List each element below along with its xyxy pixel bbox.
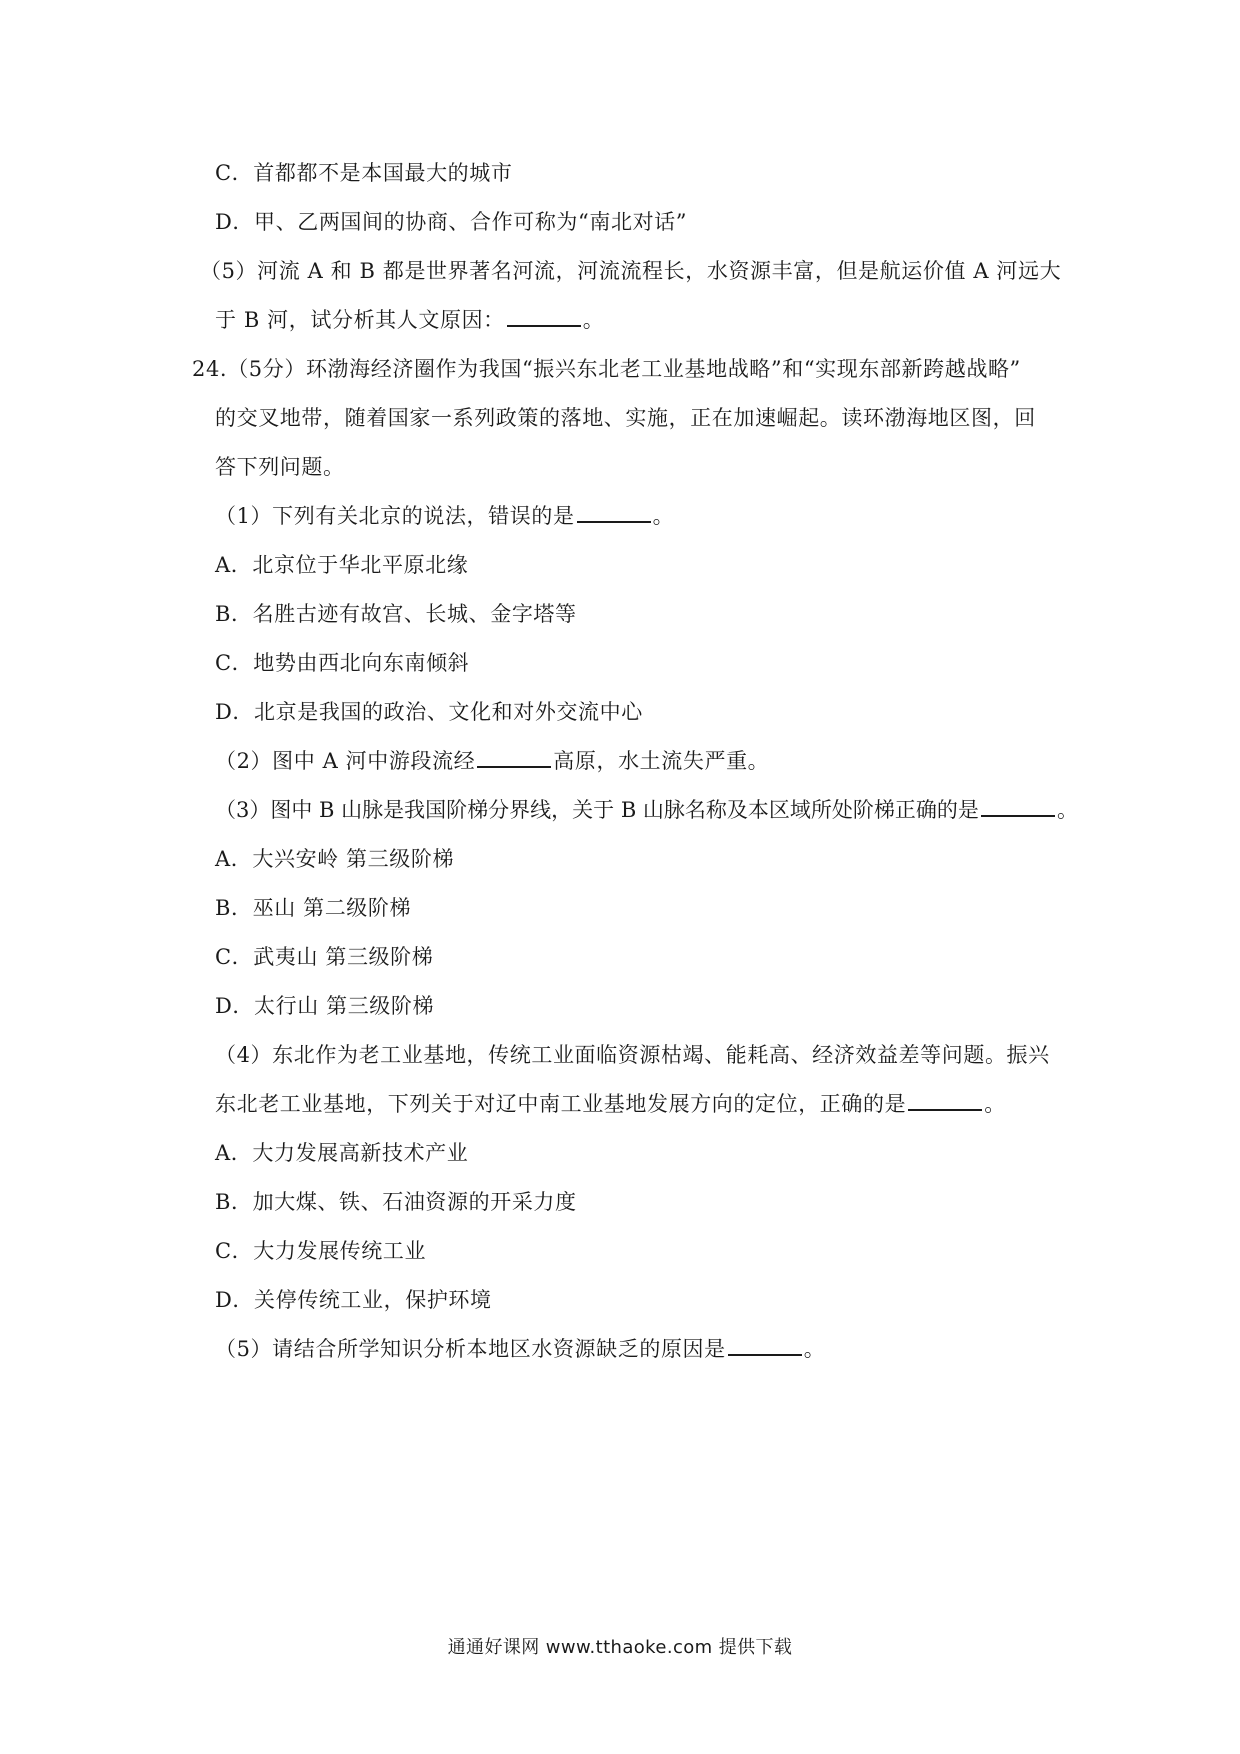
- text: 的交叉地带，随着国家一系列政策的落地、实施，正在加速崛起。读环渤海地区图，回: [215, 406, 1036, 430]
- option-c-capital: [215, 159, 512, 187]
- text: 24.（5分）环渤海经济圈作为我国“振兴东北老工业基地战略”和“实现东部新跨越战略”: [192, 357, 1021, 381]
- text: B．加大煤、铁、石油资源的开采力度: [215, 1190, 577, 1214]
- subquestion-3: [215, 796, 1078, 824]
- subq3-option-b: [215, 894, 411, 922]
- question-24-intro-cont: [215, 404, 1036, 432]
- answer-blank: [577, 503, 651, 523]
- subq3-option-c: [215, 943, 433, 971]
- text: A．北京位于华北平原北缘: [215, 553, 469, 577]
- subquestion-5: [215, 1335, 825, 1363]
- question-5-rivers: [200, 257, 1061, 285]
- subq4-option-d: [215, 1286, 492, 1314]
- text: C．地势由西北向东南倾斜: [215, 651, 470, 675]
- text: （3）图中 B 山脉是我国阶梯分界线，关于 B 山脉名称及本区域所处阶梯正确的是: [215, 798, 979, 822]
- text: 东北老工业基地，下列关于对辽中南工业基地发展方向的定位，正确的是: [215, 1092, 907, 1116]
- answer-blank: [507, 307, 581, 327]
- subq1-option-d: [215, 698, 643, 726]
- option-d-dialogue: [215, 208, 687, 236]
- answer-blank: [908, 1091, 982, 1111]
- answer-blank: [477, 748, 551, 768]
- subq1-option-b: [215, 600, 577, 628]
- text: B．巫山 第二级阶梯: [215, 896, 412, 920]
- text: A．大兴安岭 第三级阶梯: [215, 847, 455, 871]
- text: 。: [984, 1092, 1006, 1116]
- text: （4）东北作为老工业基地，传统工业面临资源枯竭、能耗高、经济效益差等问题。振兴: [215, 1043, 1050, 1067]
- subq4-option-c: [215, 1237, 426, 1265]
- question-24-intro-end: [215, 453, 345, 481]
- text: 高原，水土流失严重。: [553, 749, 770, 773]
- text: A．大力发展高新技术产业: [215, 1141, 469, 1165]
- subquestion-2: [215, 747, 769, 775]
- text: （1）下列有关北京的说法，错误的是: [215, 504, 575, 528]
- text: C．首都都不是本国最大的城市: [215, 161, 513, 185]
- text: （5）河流 A 和 B 都是世界著名河流，河流流程长，水资源丰富，但是航运价值 A 河远大: [200, 259, 1062, 283]
- text: C．武夷山 第三级阶梯: [215, 945, 434, 969]
- text: （5）请结合所学知识分析本地区水资源缺乏的原因是: [215, 1337, 726, 1361]
- subquestion-1: [215, 502, 674, 530]
- text: D．甲、乙两国间的协商、合作可称为“南北对话”: [215, 210, 688, 234]
- text: 。: [582, 308, 605, 332]
- subq3-option-d: [215, 992, 434, 1020]
- subq1-option-c: [215, 649, 469, 677]
- answer-blank: [728, 1336, 802, 1356]
- text: 。: [652, 504, 675, 528]
- subq4-option-a: [215, 1139, 468, 1167]
- text: D．太行山 第三级阶梯: [215, 994, 435, 1018]
- text: （2）图中 A 河中游段流经: [215, 749, 476, 773]
- question-5-rivers-cont: [215, 306, 604, 334]
- subq4-option-b: [215, 1188, 577, 1216]
- text: C．大力发展传统工业: [215, 1239, 427, 1263]
- subquestion-4: [215, 1041, 1050, 1069]
- text: 答下列问题。: [215, 455, 345, 479]
- text: D．关停传统工业，保护环境: [215, 1288, 492, 1312]
- subquestion-4-cont: [215, 1090, 1006, 1118]
- text: D．北京是我国的政治、文化和对外交流中心: [215, 700, 643, 724]
- text: 。: [1056, 798, 1078, 822]
- question-24-intro: [192, 355, 1021, 383]
- text: 于 B 河，试分析其人文原因：: [215, 308, 505, 332]
- text: 。: [803, 1337, 826, 1361]
- subq3-option-a: [215, 845, 454, 873]
- subq1-option-a: [215, 551, 468, 579]
- answer-blank: [981, 797, 1055, 817]
- page-footer: 通通好课网 www.tthaoke.com 提供下载: [447, 1637, 793, 1658]
- text: B．名胜古迹有故宫、长城、金字塔等: [215, 602, 577, 626]
